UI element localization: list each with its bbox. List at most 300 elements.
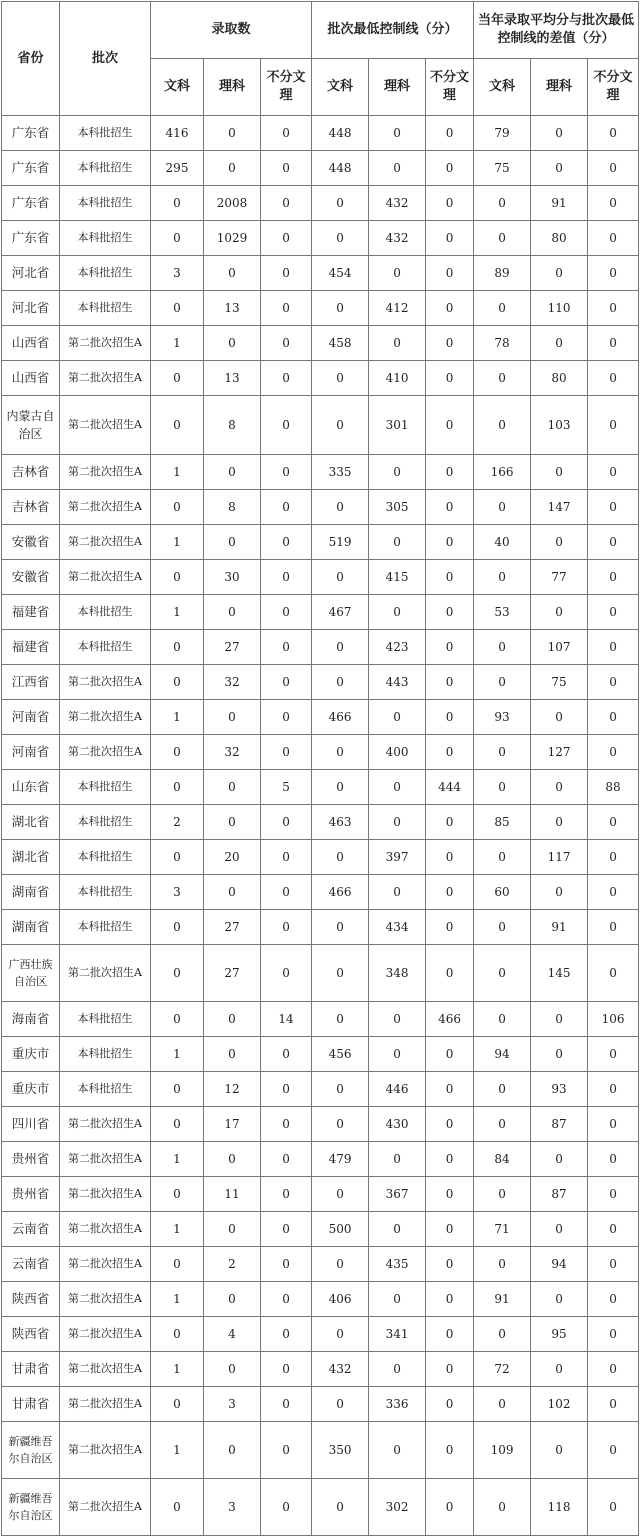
admit-bufen-cell: 0 — [261, 455, 312, 490]
diff-bufen-cell: 0 — [588, 490, 639, 525]
line-bufen-cell: 0 — [426, 186, 474, 221]
diff-bufen-cell: 0 — [588, 396, 639, 455]
table-row — [2, 1387, 639, 1422]
province-cell: 河北省 — [2, 256, 60, 291]
diff-li-cell: 0 — [531, 151, 588, 186]
admit-li-cell: 0 — [204, 700, 261, 735]
diff-wen-cell: 71 — [474, 1212, 531, 1247]
line-bufen-cell: 0 — [426, 560, 474, 595]
line-bufen-cell: 0 — [426, 1352, 474, 1387]
batch-cell: 第二批次招生A — [60, 1352, 151, 1387]
batch-cell: 第二批次招生A — [60, 1282, 151, 1317]
line-li-cell: 430 — [369, 1107, 426, 1142]
line-wen-cell: 0 — [312, 770, 369, 805]
admit-li-cell: 13 — [204, 291, 261, 326]
line-li-cell: 341 — [369, 1317, 426, 1352]
admit-bufen-cell: 0 — [261, 326, 312, 361]
line-wen-cell: 0 — [312, 945, 369, 1002]
batch-cell: 第二批次招生A — [60, 361, 151, 396]
diff-bufen-header: 不分文理 — [588, 59, 639, 116]
admit-li-cell: 32 — [204, 735, 261, 770]
admit-li-cell: 27 — [204, 945, 261, 1002]
diff-wen-cell: 0 — [474, 1072, 531, 1107]
table-row — [2, 186, 639, 221]
line-wen-cell: 0 — [312, 396, 369, 455]
province-cell: 湖北省 — [2, 805, 60, 840]
table-row — [2, 1479, 639, 1536]
admit-bufen-cell: 0 — [261, 1282, 312, 1317]
admit-li-cell: 0 — [204, 595, 261, 630]
line-li-cell: 0 — [369, 326, 426, 361]
diff-wen-cell: 0 — [474, 221, 531, 256]
line-wen-cell: 0 — [312, 1479, 369, 1536]
admit-wen-cell: 0 — [151, 945, 204, 1002]
diff-wen-cell: 0 — [474, 735, 531, 770]
line-bufen-cell: 0 — [426, 665, 474, 700]
admit-wen-cell: 1 — [151, 525, 204, 560]
diff-li-cell: 127 — [531, 735, 588, 770]
diff-bufen-cell: 0 — [588, 735, 639, 770]
diff-li-cell: 0 — [531, 256, 588, 291]
line-wen-cell: 0 — [312, 1107, 369, 1142]
batch-cell: 本科批招生 — [60, 840, 151, 875]
line-bufen-cell: 0 — [426, 1107, 474, 1142]
line-wen-cell: 466 — [312, 700, 369, 735]
diff-bufen-cell: 0 — [588, 595, 639, 630]
province-header: 省份 — [2, 2, 60, 116]
table-row — [2, 1247, 639, 1282]
line-bufen-cell: 0 — [426, 1212, 474, 1247]
admit-bufen-cell: 0 — [261, 840, 312, 875]
admit-bufen-cell: 0 — [261, 1107, 312, 1142]
admit-wen-cell: 1 — [151, 1037, 204, 1072]
batch-cell: 第二批次招生A — [60, 700, 151, 735]
table-row — [2, 1422, 639, 1479]
province-cell: 河南省 — [2, 700, 60, 735]
diff-li-cell: 94 — [531, 1247, 588, 1282]
province-cell: 四川省 — [2, 1107, 60, 1142]
diff-bufen-cell: 0 — [588, 291, 639, 326]
line-wen-cell: 0 — [312, 910, 369, 945]
line-wen-cell: 0 — [312, 490, 369, 525]
line-wen-cell: 0 — [312, 1317, 369, 1352]
admit-li-cell: 0 — [204, 1212, 261, 1247]
diff-bufen-cell: 0 — [588, 1037, 639, 1072]
line-wen-cell: 519 — [312, 525, 369, 560]
diff-bufen-cell: 0 — [588, 1142, 639, 1177]
admit-li-cell: 8 — [204, 490, 261, 525]
admit-li-cell: 0 — [204, 455, 261, 490]
admit-li-cell: 2 — [204, 1247, 261, 1282]
diff-wen-cell: 79 — [474, 116, 531, 151]
line-wen-cell: 456 — [312, 1037, 369, 1072]
admit-wen-cell: 1 — [151, 1352, 204, 1387]
admit-li-cell: 0 — [204, 1037, 261, 1072]
table-row — [2, 490, 639, 525]
line-li-cell: 0 — [369, 595, 426, 630]
batch-cell: 第二批次招生A — [60, 1107, 151, 1142]
admit-bufen-cell: 0 — [261, 1142, 312, 1177]
diff-wen-cell: 0 — [474, 1107, 531, 1142]
batch-cell: 本科批招生 — [60, 186, 151, 221]
line-li-cell: 435 — [369, 1247, 426, 1282]
admit-wen-cell: 416 — [151, 116, 204, 151]
diff-bufen-cell: 0 — [588, 1212, 639, 1247]
line-li-cell: 446 — [369, 1072, 426, 1107]
admit-bufen-cell: 0 — [261, 1317, 312, 1352]
table-row — [2, 595, 639, 630]
table-row — [2, 840, 639, 875]
diff-wen-header: 文科 — [474, 59, 531, 116]
province-cell: 广东省 — [2, 221, 60, 256]
admit-li-cell: 0 — [204, 1422, 261, 1479]
table-row — [2, 1002, 639, 1037]
diff-wen-cell: 84 — [474, 1142, 531, 1177]
batch-cell: 第二批次招生A — [60, 490, 151, 525]
line-wen-cell: 0 — [312, 1387, 369, 1422]
admit-bufen-cell: 0 — [261, 1072, 312, 1107]
admit-li-cell: 2008 — [204, 186, 261, 221]
admit-li-cell: 12 — [204, 1072, 261, 1107]
diff-wen-cell: 166 — [474, 455, 531, 490]
diff-wen-cell: 0 — [474, 186, 531, 221]
admit-wen-cell: 0 — [151, 490, 204, 525]
line-bufen-cell: 466 — [426, 1002, 474, 1037]
province-cell: 福建省 — [2, 630, 60, 665]
line-bufen-cell: 0 — [426, 700, 474, 735]
line-li-cell: 0 — [369, 770, 426, 805]
diff-bufen-cell: 0 — [588, 1387, 639, 1422]
diff-li-cell: 102 — [531, 1387, 588, 1422]
line-wen-cell: 448 — [312, 116, 369, 151]
admit-bufen-header: 不分文理 — [261, 59, 312, 116]
line-li-cell: 0 — [369, 256, 426, 291]
admit-bufen-cell: 0 — [261, 256, 312, 291]
diff-wen-cell: 0 — [474, 361, 531, 396]
line-li-cell: 415 — [369, 560, 426, 595]
diff-group-header: 当年录取平均分与批次最低控制线的差值（分） — [474, 2, 639, 59]
batch-header: 批次 — [60, 2, 151, 116]
diff-bufen-cell: 0 — [588, 840, 639, 875]
admit-bufen-cell: 0 — [261, 595, 312, 630]
province-cell: 安徽省 — [2, 560, 60, 595]
line-wen-cell: 0 — [312, 1177, 369, 1212]
admit-li-cell: 4 — [204, 1317, 261, 1352]
line-wen-cell: 0 — [312, 186, 369, 221]
diff-li-cell: 0 — [531, 1282, 588, 1317]
batch-cell: 第二批次招生A — [60, 1387, 151, 1422]
batch-cell: 第二批次招生A — [60, 1317, 151, 1352]
diff-li-cell: 0 — [531, 116, 588, 151]
admit-li-cell: 8 — [204, 396, 261, 455]
line-bufen-cell: 0 — [426, 945, 474, 1002]
line-bufen-cell: 0 — [426, 116, 474, 151]
table-row — [2, 361, 639, 396]
line-wen-cell: 350 — [312, 1422, 369, 1479]
diff-bufen-cell: 88 — [588, 770, 639, 805]
batch-cell: 本科批招生 — [60, 151, 151, 186]
line-bufen-cell: 0 — [426, 1142, 474, 1177]
line-li-cell: 432 — [369, 221, 426, 256]
admit-li-cell: 3 — [204, 1387, 261, 1422]
line-wen-cell: 0 — [312, 840, 369, 875]
admit-bufen-cell: 0 — [261, 735, 312, 770]
diff-wen-cell: 0 — [474, 665, 531, 700]
diff-bufen-cell: 0 — [588, 945, 639, 1002]
diff-bufen-cell: 0 — [588, 665, 639, 700]
line-li-cell: 336 — [369, 1387, 426, 1422]
table-row — [2, 1352, 639, 1387]
line-li-cell: 0 — [369, 1037, 426, 1072]
table-row — [2, 221, 639, 256]
line-bufen-cell: 0 — [426, 490, 474, 525]
admit-wen-header: 文科 — [151, 59, 204, 116]
line-li-cell: 0 — [369, 525, 426, 560]
table-row — [2, 151, 639, 186]
line-bufen-header: 不分文理 — [426, 59, 474, 116]
province-cell: 云南省 — [2, 1247, 60, 1282]
admit-bufen-cell: 14 — [261, 1002, 312, 1037]
diff-li-cell: 0 — [531, 1037, 588, 1072]
table-row — [2, 1037, 639, 1072]
diff-wen-cell: 0 — [474, 396, 531, 455]
admit-wen-cell: 3 — [151, 256, 204, 291]
line-li-cell: 410 — [369, 361, 426, 396]
line-li-cell: 400 — [369, 735, 426, 770]
diff-wen-cell: 91 — [474, 1282, 531, 1317]
province-cell: 山东省 — [2, 770, 60, 805]
line-li-cell: 302 — [369, 1479, 426, 1536]
diff-wen-cell: 0 — [474, 1247, 531, 1282]
admit-wen-cell: 3 — [151, 875, 204, 910]
admit-wen-cell: 2 — [151, 805, 204, 840]
diff-wen-cell: 53 — [474, 595, 531, 630]
diff-bufen-cell: 0 — [588, 1247, 639, 1282]
batch-cell: 本科批招生 — [60, 116, 151, 151]
diff-li-cell: 87 — [531, 1107, 588, 1142]
batch-cell: 本科批招生 — [60, 256, 151, 291]
table-row — [2, 116, 639, 151]
batch-cell: 第二批次招生A — [60, 396, 151, 455]
admit-wen-cell: 0 — [151, 840, 204, 875]
line-li-cell: 0 — [369, 805, 426, 840]
line-wen-header: 文科 — [312, 59, 369, 116]
diff-bufen-cell: 0 — [588, 1317, 639, 1352]
batch-cell: 第二批次招生A — [60, 1247, 151, 1282]
diff-li-cell: 0 — [531, 1002, 588, 1037]
table-row — [2, 1177, 639, 1212]
batch-cell: 第二批次招生A — [60, 525, 151, 560]
diff-bufen-cell: 0 — [588, 1422, 639, 1479]
line-bufen-cell: 0 — [426, 326, 474, 361]
table-row — [2, 910, 639, 945]
diff-bufen-cell: 0 — [588, 910, 639, 945]
province-cell: 新疆维吾尔自治区 — [2, 1422, 60, 1479]
admit-wen-cell: 0 — [151, 1479, 204, 1536]
admit-wen-cell: 0 — [151, 1072, 204, 1107]
line-wen-cell: 458 — [312, 326, 369, 361]
admit-li-cell: 27 — [204, 630, 261, 665]
diff-li-cell: 0 — [531, 875, 588, 910]
admit-li-cell: 0 — [204, 151, 261, 186]
table-row — [2, 770, 639, 805]
line-li-cell: 0 — [369, 1002, 426, 1037]
province-cell: 云南省 — [2, 1212, 60, 1247]
line-bufen-cell: 0 — [426, 1177, 474, 1212]
admit-li-cell: 27 — [204, 910, 261, 945]
line-bufen-cell: 0 — [426, 1387, 474, 1422]
line-bufen-cell: 0 — [426, 455, 474, 490]
diff-li-cell: 91 — [531, 186, 588, 221]
diff-li-cell: 107 — [531, 630, 588, 665]
table-row — [2, 256, 639, 291]
admit-wen-cell: 0 — [151, 291, 204, 326]
province-cell: 甘肃省 — [2, 1387, 60, 1422]
admit-bufen-cell: 0 — [261, 116, 312, 151]
line-li-cell: 0 — [369, 700, 426, 735]
line-bufen-cell: 0 — [426, 525, 474, 560]
diff-li-cell: 118 — [531, 1479, 588, 1536]
table-row — [2, 630, 639, 665]
line-bufen-cell: 0 — [426, 1317, 474, 1352]
admit-li-cell: 1029 — [204, 221, 261, 256]
admit-li-cell: 3 — [204, 1479, 261, 1536]
line-wen-cell: 0 — [312, 665, 369, 700]
diff-bufen-cell: 0 — [588, 1072, 639, 1107]
diff-bufen-cell: 0 — [588, 186, 639, 221]
batch-cell: 本科批招生 — [60, 770, 151, 805]
admit-bufen-cell: 0 — [261, 221, 312, 256]
table-row — [2, 1317, 639, 1352]
admit-li-cell: 0 — [204, 1142, 261, 1177]
table-row — [2, 1212, 639, 1247]
admit-wen-cell: 1 — [151, 455, 204, 490]
diff-wen-cell: 40 — [474, 525, 531, 560]
line-bufen-cell: 0 — [426, 221, 474, 256]
admit-bufen-cell: 0 — [261, 910, 312, 945]
admit-wen-cell: 0 — [151, 1317, 204, 1352]
province-cell: 重庆市 — [2, 1072, 60, 1107]
diff-bufen-cell: 0 — [588, 221, 639, 256]
table-row — [2, 455, 639, 490]
line-bufen-cell: 0 — [426, 875, 474, 910]
diff-li-cell: 0 — [531, 1422, 588, 1479]
batch-cell: 第二批次招生A — [60, 1212, 151, 1247]
line-wen-cell: 0 — [312, 221, 369, 256]
province-cell: 河南省 — [2, 735, 60, 770]
line-li-cell: 397 — [369, 840, 426, 875]
admit-li-cell: 0 — [204, 525, 261, 560]
diff-bufen-cell: 0 — [588, 151, 639, 186]
table-row — [2, 1072, 639, 1107]
diff-wen-cell: 0 — [474, 560, 531, 595]
admit-wen-cell: 295 — [151, 151, 204, 186]
diff-bufen-cell: 106 — [588, 1002, 639, 1037]
admit-wen-cell: 0 — [151, 560, 204, 595]
line-bufen-cell: 0 — [426, 361, 474, 396]
admit-li-cell: 0 — [204, 1282, 261, 1317]
admit-wen-cell: 0 — [151, 1387, 204, 1422]
line-li-cell: 0 — [369, 1352, 426, 1387]
line-bufen-cell: 0 — [426, 1072, 474, 1107]
admit-bufen-cell: 0 — [261, 396, 312, 455]
line-bufen-cell: 0 — [426, 1479, 474, 1536]
line-bufen-cell: 0 — [426, 1247, 474, 1282]
admit-wen-cell: 0 — [151, 1002, 204, 1037]
header-row-1 — [2, 2, 639, 59]
diff-wen-cell: 93 — [474, 700, 531, 735]
admit-bufen-cell: 0 — [261, 151, 312, 186]
province-cell: 江西省 — [2, 665, 60, 700]
diff-li-cell: 0 — [531, 595, 588, 630]
diff-wen-cell: 0 — [474, 1387, 531, 1422]
line-wen-cell: 454 — [312, 256, 369, 291]
line-li-cell: 0 — [369, 875, 426, 910]
diff-li-cell: 147 — [531, 490, 588, 525]
admit-bufen-cell: 0 — [261, 186, 312, 221]
line-group-header: 批次最低控制线（分） — [312, 2, 474, 59]
line-wen-cell: 500 — [312, 1212, 369, 1247]
province-cell: 山西省 — [2, 326, 60, 361]
admit-wen-cell: 0 — [151, 361, 204, 396]
diff-wen-cell: 0 — [474, 840, 531, 875]
line-wen-cell: 406 — [312, 1282, 369, 1317]
diff-wen-cell: 0 — [474, 291, 531, 326]
admit-li-cell: 32 — [204, 665, 261, 700]
line-bufen-cell: 0 — [426, 396, 474, 455]
admit-bufen-cell: 0 — [261, 1479, 312, 1536]
admit-li-cell: 30 — [204, 560, 261, 595]
line-bufen-cell: 0 — [426, 735, 474, 770]
batch-cell: 本科批招生 — [60, 805, 151, 840]
line-li-cell: 0 — [369, 1422, 426, 1479]
province-cell: 湖北省 — [2, 840, 60, 875]
diff-li-cell: 95 — [531, 1317, 588, 1352]
admit-li-cell: 0 — [204, 256, 261, 291]
admit-bufen-cell: 0 — [261, 665, 312, 700]
line-li-cell: 443 — [369, 665, 426, 700]
table-row — [2, 560, 639, 595]
province-cell: 新疆维吾尔自治区 — [2, 1479, 60, 1536]
admit-bufen-cell: 0 — [261, 1037, 312, 1072]
admit-wen-cell: 0 — [151, 1107, 204, 1142]
diff-bufen-cell: 0 — [588, 116, 639, 151]
diff-wen-cell: 0 — [474, 630, 531, 665]
admit-bufen-cell: 0 — [261, 700, 312, 735]
line-wen-cell: 0 — [312, 1002, 369, 1037]
admit-bufen-cell: 0 — [261, 1422, 312, 1479]
province-cell: 福建省 — [2, 595, 60, 630]
province-cell: 陕西省 — [2, 1282, 60, 1317]
admit-bufen-cell: 0 — [261, 291, 312, 326]
line-bufen-cell: 0 — [426, 291, 474, 326]
diff-bufen-cell: 0 — [588, 361, 639, 396]
batch-cell: 第二批次招生A — [60, 326, 151, 361]
diff-bufen-cell: 0 — [588, 1177, 639, 1212]
diff-li-cell: 117 — [531, 840, 588, 875]
province-cell: 海南省 — [2, 1002, 60, 1037]
table-row — [2, 875, 639, 910]
batch-cell: 第二批次招生A — [60, 735, 151, 770]
diff-wen-cell: 85 — [474, 805, 531, 840]
admit-li-cell: 0 — [204, 770, 261, 805]
line-li-cell: 434 — [369, 910, 426, 945]
table-row — [2, 1142, 639, 1177]
admit-bufen-cell: 0 — [261, 490, 312, 525]
admit-wen-cell: 0 — [151, 186, 204, 221]
line-bufen-cell: 0 — [426, 256, 474, 291]
line-bufen-cell: 0 — [426, 805, 474, 840]
